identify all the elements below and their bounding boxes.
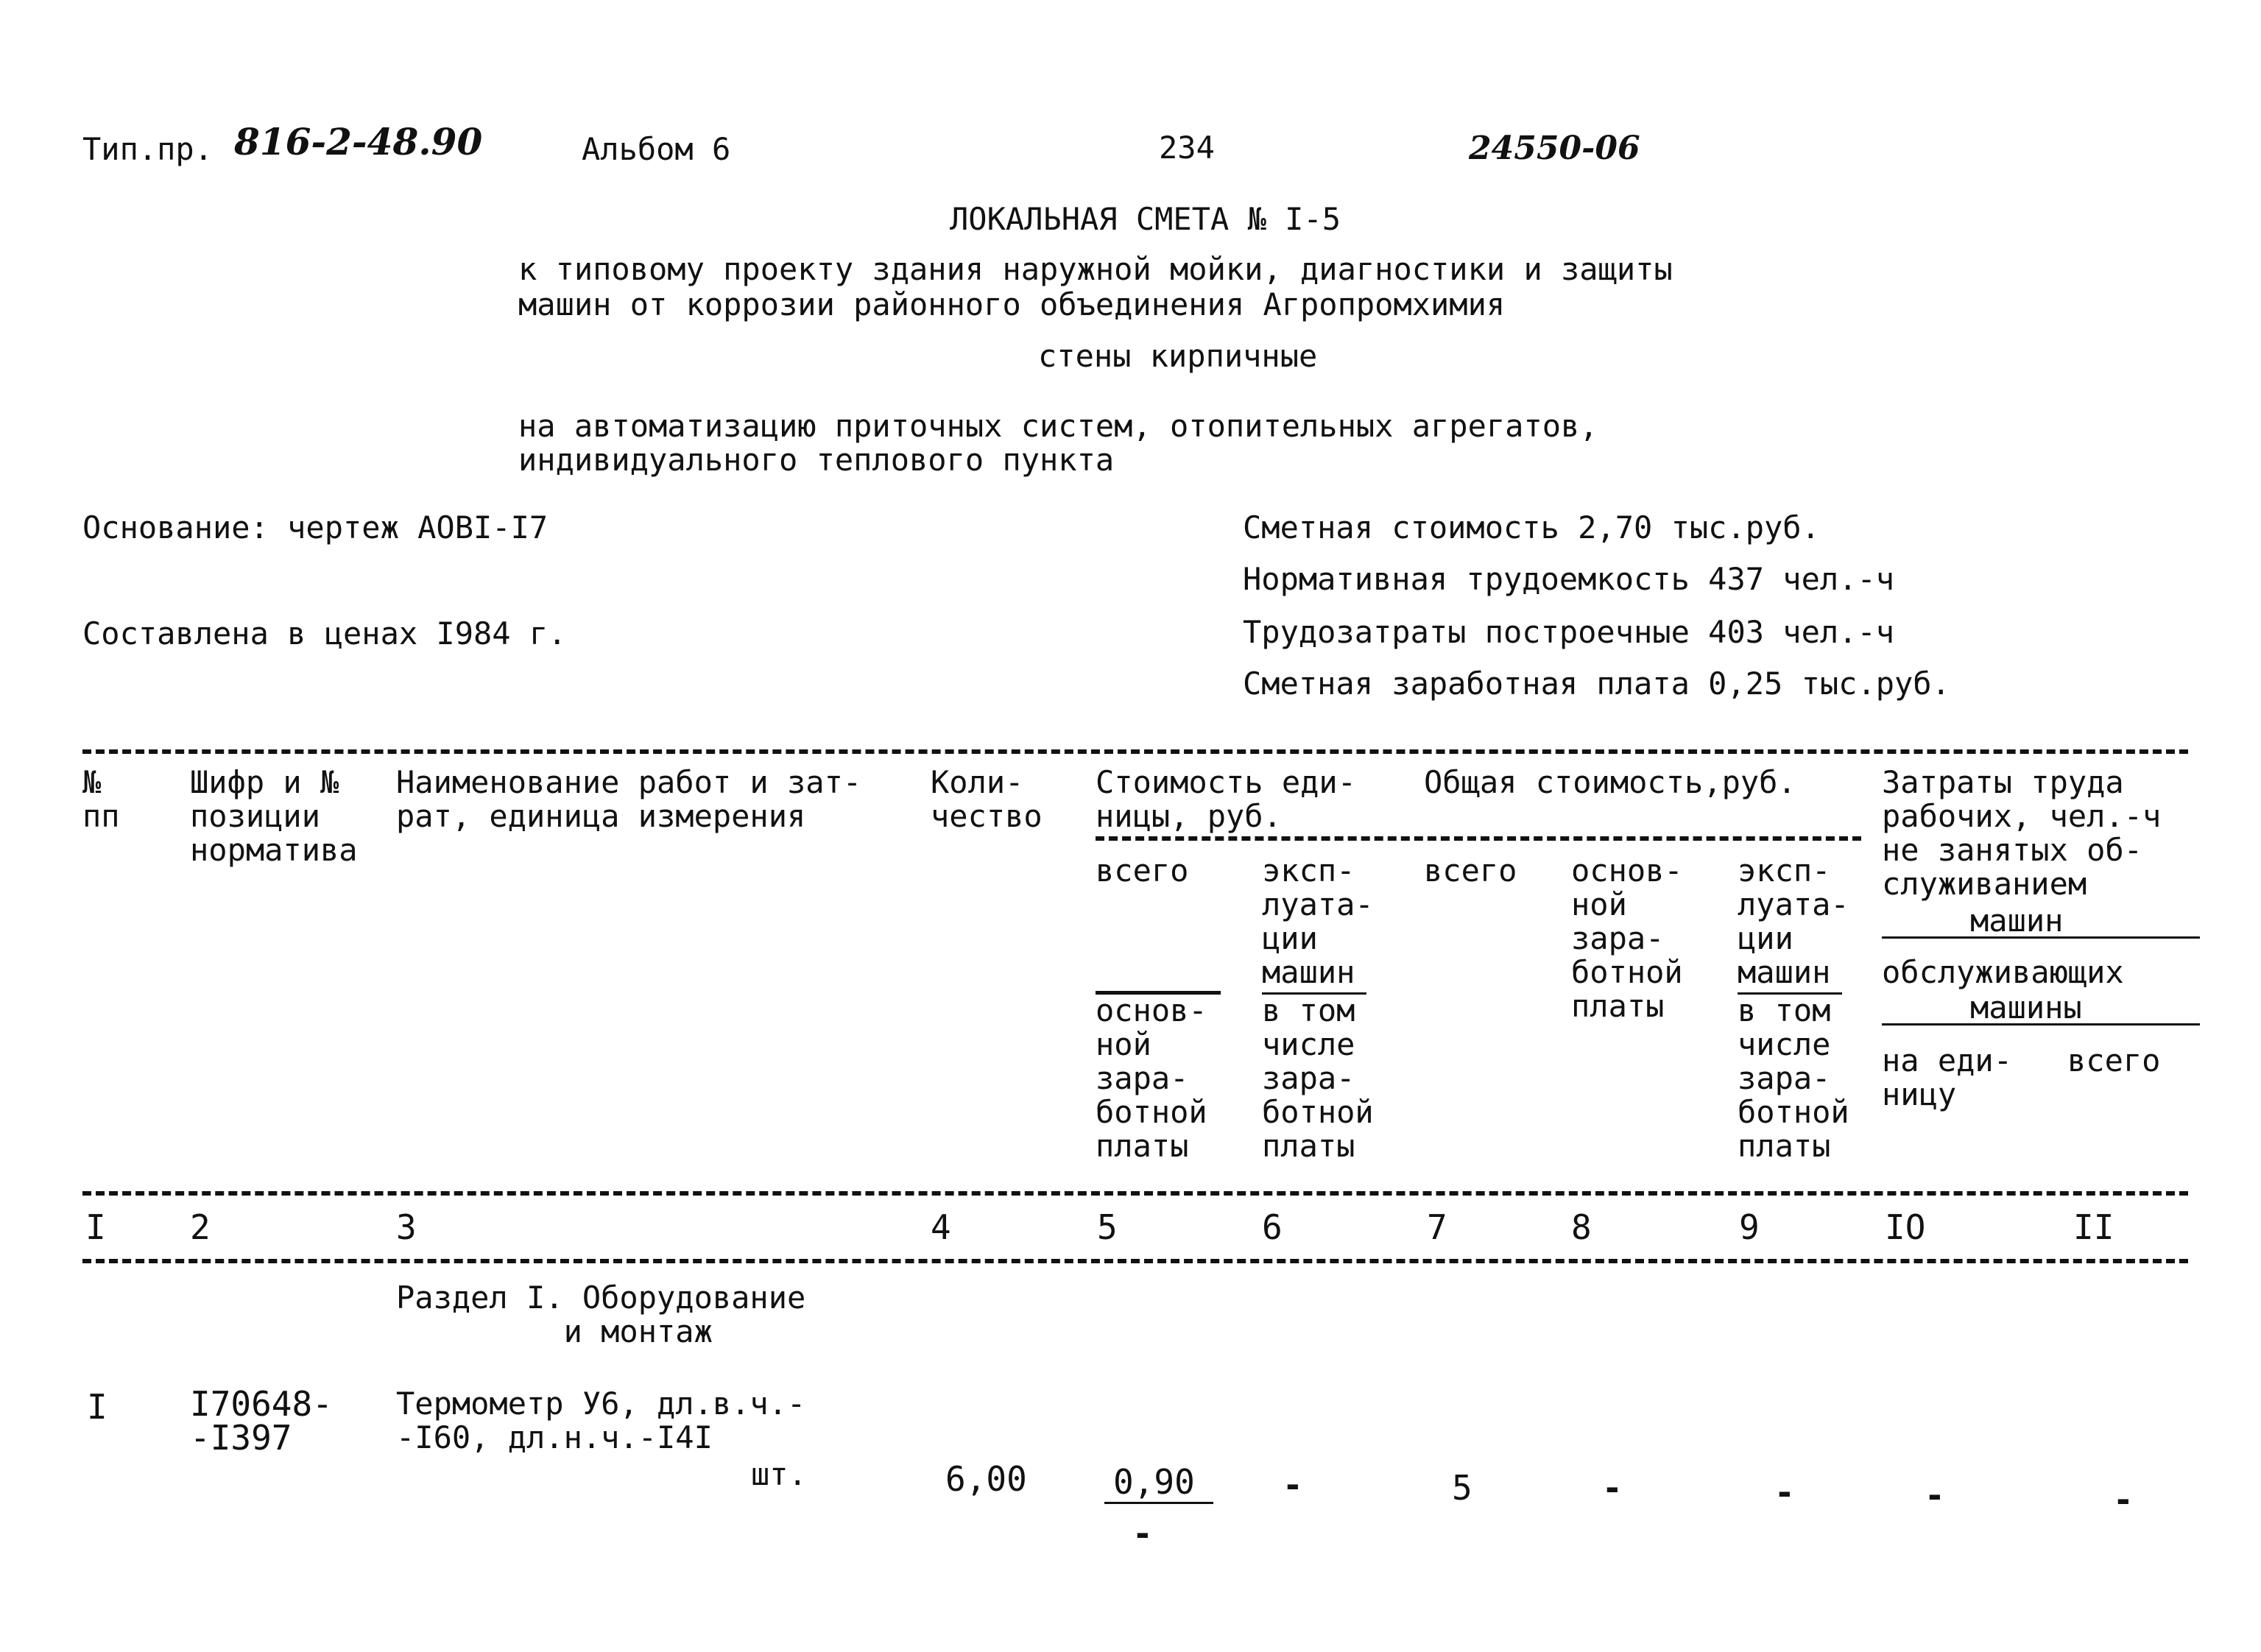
basis-label: Основание: чертеж АОВI-I7 xyxy=(82,509,549,546)
header-labor-group: Затраты труда рабочих, чел.-ч не занятых об- служиванием xyxy=(1882,764,2162,902)
column-number-1: I xyxy=(85,1207,106,1247)
section-title: Раздел I. Оборудование и монтаж xyxy=(396,1279,806,1349)
header-col10: на еди- ницу xyxy=(1882,1042,2013,1112)
header-bottom-rule xyxy=(82,1191,2188,1196)
document-heading: ЛОКАЛЬНАЯ СМЕТА № I-5 xyxy=(950,201,1341,237)
column-number-8: 8 xyxy=(1571,1207,1592,1247)
header-col-code: Шифр и № позиции норматива xyxy=(190,764,358,868)
row-code: I70648- -I397 xyxy=(190,1384,333,1458)
prices-label: Составлена в ценах I984 г. xyxy=(82,615,567,652)
row-number: I xyxy=(87,1387,107,1427)
header-col-number: № пп xyxy=(82,764,120,834)
walls-label: стены кирпичные xyxy=(1038,338,1318,374)
row-labor-per-unit: - xyxy=(1925,1475,1945,1515)
header-col6-bottom: в том числе зара- ботной платы xyxy=(1262,992,1374,1164)
labor-costs: Трудозатраты построечные 403 чел.-ч xyxy=(1243,614,1895,650)
header-col9-top: эксп- луата- ции машин xyxy=(1738,853,1849,990)
album-label: Альбом 6 xyxy=(582,131,731,167)
header-col9-bottom: в том числе зара- ботной платы xyxy=(1738,992,1849,1164)
row-total: 5 xyxy=(1452,1468,1472,1508)
subject-line-2: машин от коррозии районного объединения Агропромхимия xyxy=(518,286,1506,322)
unit-cost-group-rule xyxy=(1096,836,1861,841)
header-col5-top: всего xyxy=(1096,853,1189,889)
row-total-machines: - xyxy=(1774,1472,1795,1512)
estimated-cost: Сметная стоимость 2,70 тыс.руб. xyxy=(1243,509,1820,546)
row-unit: шт. xyxy=(751,1456,807,1492)
labor-rule-2 xyxy=(1882,1023,2200,1026)
column-number-5: 5 xyxy=(1097,1207,1118,1247)
column-number-6: 6 xyxy=(1262,1207,1283,1247)
column-number-rule xyxy=(82,1259,2188,1263)
header-labor-serving: обслуживающих xyxy=(1882,954,2124,990)
row-unit-total-underline xyxy=(1104,1502,1213,1504)
row-unit-wages: - xyxy=(1132,1514,1153,1553)
header-labor-machines-1: машин xyxy=(1970,903,2064,939)
page-number: 234 xyxy=(1159,130,1215,166)
row-name: Термометр У6, дл.в.ч.- -I60, дл.н.ч.-I4I xyxy=(396,1386,806,1455)
header-unit-cost-group: Стоимость еди- ницы, руб. xyxy=(1096,764,1357,834)
column-number-9: 9 xyxy=(1739,1207,1760,1247)
document-code: 24550-06 xyxy=(1469,130,1640,167)
column-number-2: 2 xyxy=(190,1207,211,1247)
header-col7: всего xyxy=(1424,853,1517,889)
header-col-name: Наименование работ и зат- рат, единица измерения xyxy=(396,764,862,834)
row-unit-total: 0,90 xyxy=(1113,1462,1195,1502)
labor-rule-1 xyxy=(1882,936,2200,939)
header-col6-top: эксп- луата- ции машин xyxy=(1262,853,1374,990)
header-col8: основ- ной зара- ботной платы xyxy=(1571,853,1683,1024)
header-labor-machines-2: машины xyxy=(1970,989,2082,1026)
row-quantity: 6,00 xyxy=(945,1459,1027,1499)
purpose-line-2: индивидуального теплового пункта xyxy=(518,442,1115,478)
project-number: 816-2-48.90 xyxy=(234,120,483,163)
header-col-quantity: Коли- чество xyxy=(931,764,1043,834)
header-col5-bottom: основ- ной зара- ботной платы xyxy=(1096,992,1207,1164)
table-top-rule xyxy=(82,749,2188,754)
column-number-7: 7 xyxy=(1427,1207,1447,1247)
row-labor-total: - xyxy=(2113,1480,2134,1519)
header-col11: всего xyxy=(2067,1042,2161,1079)
labor-intensity: Нормативная трудоемкость 437 чел.-ч xyxy=(1243,561,1895,597)
row-total-wages: - xyxy=(1602,1468,1623,1508)
purpose-line-1: на автоматизацию приточных систем, отопительных агрегатов, xyxy=(518,408,1598,444)
wages: Сметная заработная плата 0,25 тыс.руб. xyxy=(1243,666,1950,702)
project-prefix: Тип.пр. xyxy=(82,131,214,167)
column-number-10: IO xyxy=(1885,1207,1926,1247)
row-unit-machines: - xyxy=(1283,1465,1303,1505)
header-total-cost-group: Общая стоимость,руб. xyxy=(1424,764,1796,800)
column-number-3: 3 xyxy=(396,1207,417,1247)
column-number-11: II xyxy=(2073,1207,2114,1247)
subject-line-1: к типовому проекту здания наружной мойки, диагностики и защиты xyxy=(518,251,1673,287)
column-number-4: 4 xyxy=(931,1207,951,1247)
